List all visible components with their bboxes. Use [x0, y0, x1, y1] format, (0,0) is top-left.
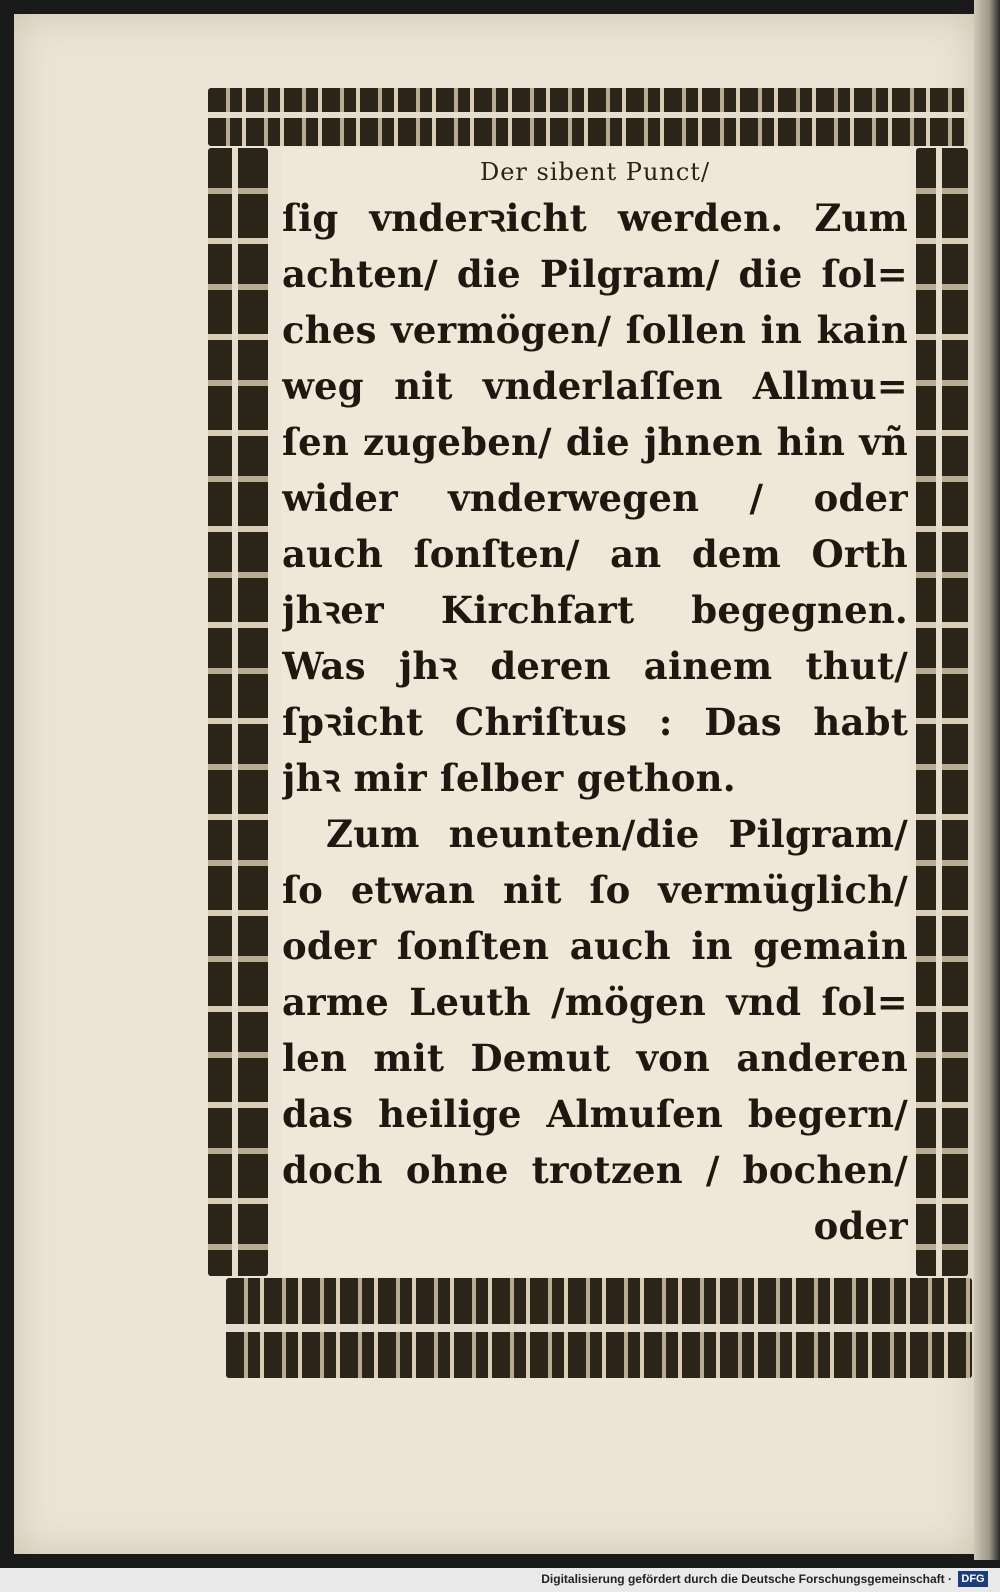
text-line: oder ſonſten auch in gemain [282, 924, 908, 968]
text-line: jhꝛer Kirchfart begegnen. [282, 588, 908, 632]
text-line: ches vermögen/ ſollen in kain [282, 308, 908, 352]
text-line: ſig vnderꝛicht werden. Zum [282, 196, 908, 240]
catchword: oder [813, 1204, 908, 1248]
text-line: das heilige Almuſen begern/ [282, 1092, 908, 1136]
text-line: arme Leuth /mögen vnd ſol= [282, 980, 908, 1024]
text-line: len mit Demut von anderen [282, 1036, 908, 1080]
ornamental-border-top [208, 88, 968, 146]
text-line: doch ohne trotzen / bochen/ [282, 1148, 908, 1192]
text-line: achten/ die Pilgram/ die ſol= [282, 252, 908, 296]
text-line: Was jhꝛ deren ainem thut/ [282, 644, 908, 688]
ornamental-border-right [916, 148, 968, 1276]
digitization-footer [0, 1568, 1000, 1592]
body-text [282, 190, 908, 1254]
dfg-logo[interactable]: DFG [958, 1571, 988, 1587]
text-block [282, 148, 908, 1276]
text-line: ſo etwan nit ſo vermüglich/ [282, 868, 908, 912]
page-edge-shadow [974, 0, 1000, 1560]
text-line: auch ſonſten/ an dem Orth [282, 532, 908, 576]
running-head: Der sibent Punct/ [479, 158, 711, 186]
text-line: ſen zugeben/ die jhnen hin vñ [282, 420, 908, 464]
text-line: weg nit vnderlaſſen Allmu= [282, 364, 908, 408]
text-line: ſpꝛicht Chriſtus : Das habt [282, 700, 908, 744]
text-line: jhꝛ mir ſelber gethon. [282, 756, 736, 800]
ornamental-border-bottom [226, 1278, 972, 1378]
text-line: wider vnderwegen / oder [282, 476, 908, 520]
ornamental-border-left [208, 148, 268, 1276]
text-line: Zum neunten/die Pilgram/ [326, 812, 908, 856]
funding-credit: Digitalisierung gefördert durch die Deutsche Forschungsgemeinschaft · [541, 1572, 952, 1586]
